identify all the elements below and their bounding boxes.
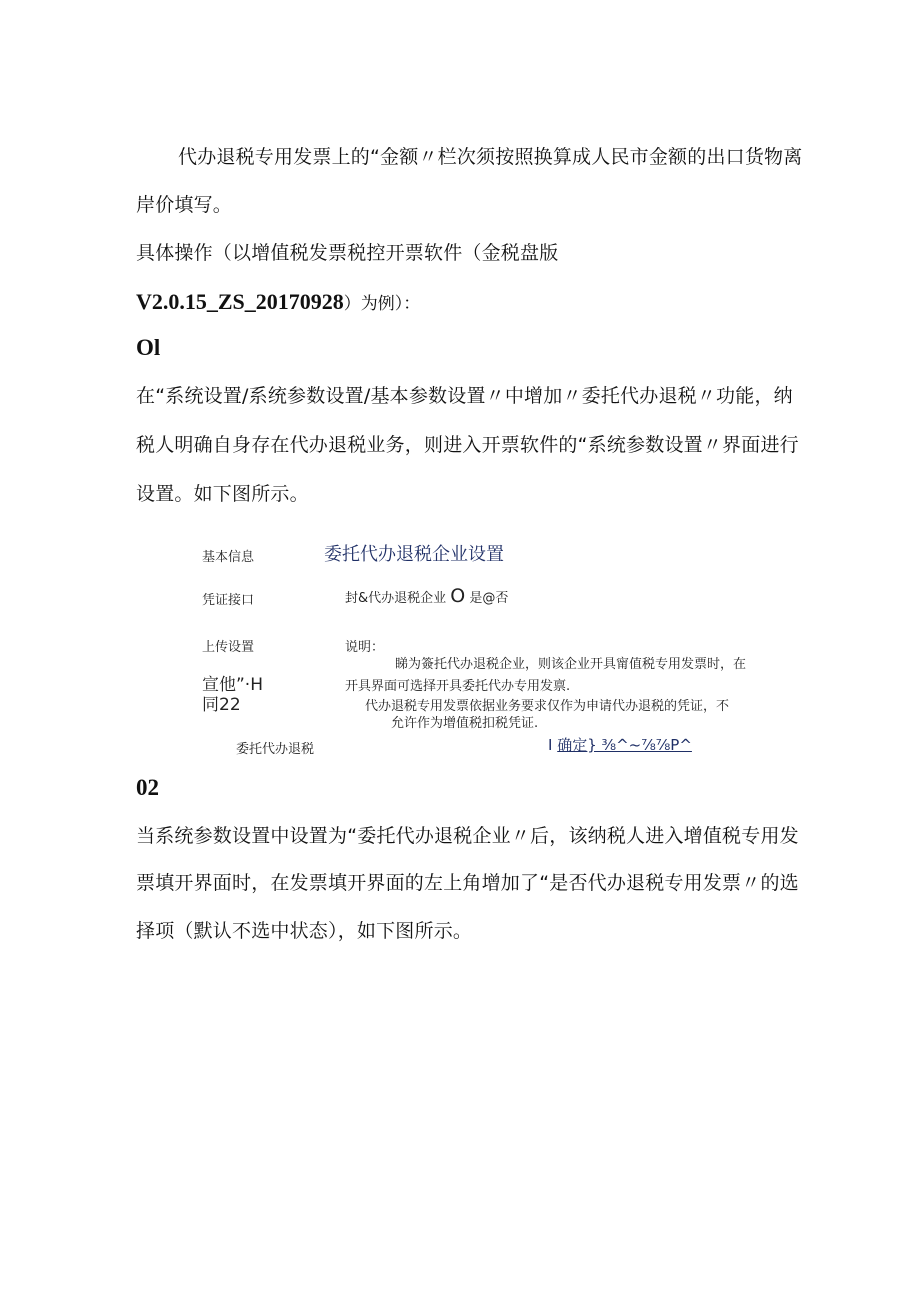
para1-line2: 岸价填写。 [136,194,233,216]
menu-same[interactable] [202,690,241,715]
confirm-garbled-text: } ⅜^~⅞⅞P^ [587,736,692,754]
description-label: 说明： [345,640,385,655]
software-version: V2.0.15_ZS_20170928 [136,289,344,314]
description-line1: 睇为簽托代办退税企业，则该企业开具甯值税专用发票时，在 [395,657,747,672]
step1-line3: 设置。如下图所示。 [136,483,309,505]
intro-line1: 具体操作（以增值税发票税控开票软件（金税盘版 [136,242,559,264]
menu-same-label: 同22 [202,695,241,715]
radio-yes-icon[interactable]: O [450,585,466,607]
entrust-option-choices[interactable]: 是@否 [469,591,509,606]
confirm-bar: I [548,736,553,754]
step2-line2: 票填开界面时，在发票填开界面的左上角增加了“是否代办退税专用发票〃的选 [136,872,799,894]
description-line2: 开具界面可选择开具委托代办专用发禀. [345,679,571,694]
menu-voucher-interface[interactable]: 凭证接口 [202,593,255,608]
intro-version-suffix: ）为例）： [343,294,421,314]
para1-line1: 代办退税专用发票上的“金额〃栏次须按照换算成人民市金额的出口货物离 [178,146,803,168]
description-line4: 允许作为增值税扣税凭证. [391,716,539,731]
step2-line3: 择项（默认不选中状态），如下图所示。 [136,920,473,942]
intro-version-line [136,289,420,315]
menu-other-label: 宣他”·H [202,675,263,695]
confirm-button-label: 确定 [557,736,588,754]
menu-entrust-refund[interactable]: 委托代办退税 [236,742,315,757]
figure-title: 委托代办退税企业设置 [324,544,504,565]
confirm-button[interactable] [548,734,692,755]
step2-line1: 当系统参数设置中设置为“委托代办退税企业〃后，该纳税人进入增值税专用发 [136,825,799,847]
description-line3: 代办退税专用发票依据业务要求仅作为申请代办退税的凭证，不 [365,699,730,714]
step1-label: Ol [136,335,161,360]
step2-label: 02 [136,775,159,800]
menu-basic-info[interactable]: 基本信息 [202,550,255,565]
entrust-option-label: 封&代办退税企业 [345,591,447,606]
entrust-option-row [345,585,508,607]
step1-line1: 在“系统设置/系统参数设置/基本参数设置〃中增加〃委托代办退税〃功能，纳 [136,385,793,407]
menu-upload-settings[interactable]: 上传设置 [202,640,255,655]
step1-line2: 税人明确自身存在代办退税业务，则进入开票软件的“系统参数设置〃界面进行 [136,434,799,456]
